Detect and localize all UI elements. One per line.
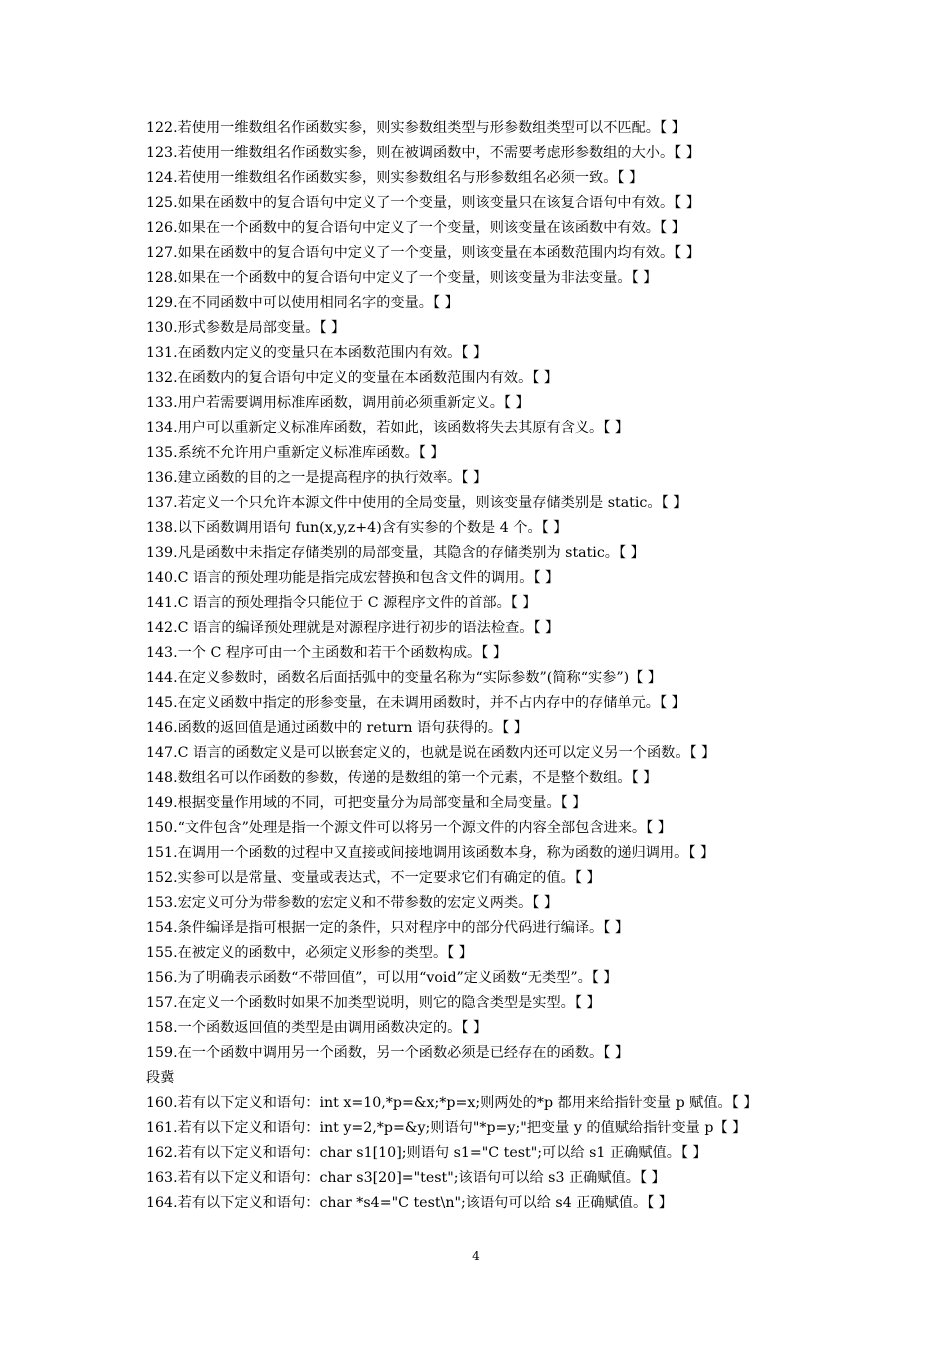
question-line: 149.根据变量作用域的不同，可把变量分为局部变量和全局变量。【 】	[146, 795, 587, 811]
question-line: 156.为了明确表示函数“不带回值”，可以用“void”定义函数“无类型”。【 】	[146, 970, 618, 986]
question-line: 132.在函数内的复合语句中定义的变量在本函数范围内有效。【 】	[146, 370, 559, 386]
question-line: 122.若使用一维数组名作函数实参，则实参数组类型与形参数组类型可以不匹配。【 】	[146, 120, 686, 136]
question-line: 144.在定义参数时，函数名后面括弧中的变量名称为“实际参数”(简称“实参”)【 】	[146, 670, 662, 686]
question-line: 155.在被定义的函数中，必须定义形参的类型。【 】	[146, 945, 473, 961]
question-line: 126.如果在一个函数中的复合语句中定义了一个变量，则该变量在该函数中有效。【 】	[146, 220, 686, 236]
question-line: 141.C 语言的预处理指令只能位于 C 源程序文件的首部。【 】	[146, 595, 537, 611]
question-line: 130.形式参数是局部变量。【 】	[146, 320, 346, 336]
question-line: 147.C 语言的函数定义是可以嵌套定义的，也就是说在函数内还可以定义另一个函数。【 】	[146, 745, 716, 761]
question-line: 161.若有以下定义和语句：int y=2,*p=&y;则语句"*p=y;"把变量 y 的值赋给指针变量 p【 】	[146, 1120, 747, 1136]
question-line: 128.如果在一个函数中的复合语句中定义了一个变量，则该变量为非法变量。【 】	[146, 270, 658, 286]
question-line: 123.若使用一维数组名作函数实参，则在被调函数中，不需要考虑形参数组的大小。【 】	[146, 145, 700, 161]
question-line: 150.“文件包含”处理是指一个源文件可以将另一个源文件的内容全部包含进来。【 】	[146, 820, 672, 836]
question-line: 136.建立函数的目的之一是提高程序的执行效率。【 】	[146, 470, 488, 486]
question-line: 164.若有以下定义和语句：char *s4="C test\n";该语句可以给 s4 正确赋值。【 】	[146, 1195, 673, 1211]
question-line: 158.一个函数返回值的类型是由调用函数决定的。【 】	[146, 1020, 488, 1036]
question-line: 162.若有以下定义和语句：char s1[10];则语句 s1="C test";可以给 s1 正确赋值。【 】	[146, 1145, 707, 1161]
question-line: 127.如果在函数中的复合语句中定义了一个变量，则该变量在本函数范围内均有效。【 】	[146, 245, 700, 261]
question-line: 125.如果在函数中的复合语句中定义了一个变量，则该变量只在该复合语句中有效。【 】	[146, 195, 700, 211]
question-line: 146.函数的返回值是通过函数中的 return 语句获得的。【 】	[146, 720, 528, 736]
question-line: 142.C 语言的编译预处理就是对源程序进行初步的语法检查。【 】	[146, 620, 560, 636]
question-line: 138.以下函数调用语句 fun(x,y,z+4)含有实参的个数是 4 个。【 】	[146, 520, 568, 536]
question-line: 163.若有以下定义和语句：char s3[20]="test";该语句可以给 s3 正确赋值。【 】	[146, 1170, 666, 1186]
question-line: 159.在一个函数中调用另一个函数，另一个函数必须是已经存在的函数。【 】	[146, 1045, 630, 1061]
question-line: 143.一个 C 程序可由一个主函数和若干个函数构成。【 】	[146, 645, 508, 661]
question-line: 140.C 语言的预处理功能是指完成宏替换和包含文件的调用。【 】	[146, 570, 560, 586]
question-line: 124.若使用一维数组名作函数实参，则实参数组名与形参数组名必须一致。【 】	[146, 170, 644, 186]
question-line: 135.系统不允许用户重新定义标准库函数。【 】	[146, 445, 445, 461]
question-line: 129.在不同函数中可以使用相同名字的变量。【 】	[146, 295, 459, 311]
question-line: 148.数组名可以作函数的参数，传递的是数组的第一个元素，不是整个数组。【 】	[146, 770, 658, 786]
question-line: 137.若定义一个只允许本源文件中使用的全局变量，则该变量存储类别是 static。【 】	[146, 495, 688, 511]
question-line: 133.用户若需要调用标准库函数，调用前必须重新定义。【 】	[146, 395, 530, 411]
question-line: 160.若有以下定义和语句：int x=10,*p=&x;*p=x;则两处的*p 都用来给指针变量 p 赋值。【 】	[146, 1095, 758, 1111]
question-line: 154.条件编译是指可根据一定的条件，只对程序中的部分代码进行编译。【 】	[146, 920, 630, 936]
question-line: 131.在函数内定义的变量只在本函数范围内有效。【 】	[146, 345, 488, 361]
question-line: 153.宏定义可分为带参数的宏定义和不带参数的宏定义两类。【 】	[146, 895, 559, 911]
question-line: 134.用户可以重新定义标准库函数，若如此，该函数将失去其原有含义。【 】	[146, 420, 630, 436]
question-line: 段冀	[146, 1070, 175, 1086]
page-number: 4	[472, 1249, 480, 1263]
question-line: 139.凡是函数中未指定存储类别的局部变量，其隐含的存储类别为 static。【 】	[146, 545, 645, 561]
question-line: 151.在调用一个函数的过程中又直接或间接地调用该函数本身，称为函数的递归调用。【 】	[146, 845, 715, 861]
question-line: 152.实参可以是常量、变量或表达式，不一定要求它们有确定的值。【 】	[146, 870, 601, 886]
question-line: 157.在定义一个函数时如果不加类型说明，则它的隐含类型是实型。【 】	[146, 995, 601, 1011]
question-list	[146, 116, 826, 1216]
question-line: 145.在定义函数中指定的形参变量，在未调用函数时，并不占内存中的存储单元。【 】	[146, 695, 686, 711]
